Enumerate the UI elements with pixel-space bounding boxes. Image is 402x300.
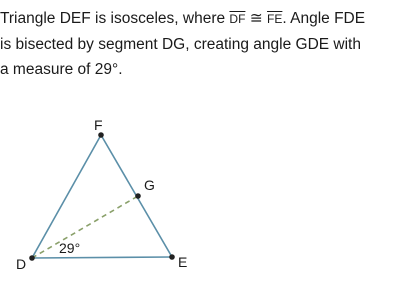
segment-df: $\overline{DF}$ bbox=[229, 12, 246, 26]
angle-label: 29° bbox=[59, 240, 81, 256]
label-f: F bbox=[94, 117, 103, 133]
segment-fe: $\overline{FE}$ bbox=[267, 12, 283, 26]
side-de bbox=[32, 257, 172, 258]
problem-text-1-end: . Angle FDE bbox=[282, 10, 366, 27]
label-g: G bbox=[144, 177, 155, 193]
vertex-g bbox=[135, 193, 141, 199]
congruent-symbol: ≅ bbox=[245, 10, 268, 27]
label-e: E bbox=[178, 254, 188, 270]
vertex-d bbox=[29, 255, 35, 261]
vertex-e bbox=[169, 254, 175, 260]
vertex-f bbox=[98, 132, 104, 138]
problem-text-2: is bisected by segment DG, creating angle GDE with bbox=[0, 36, 361, 53]
problem-text-3: a measure of 29°. bbox=[0, 61, 123, 78]
bisector-dg bbox=[32, 196, 138, 258]
problem-text-1: Triangle DEF is isosceles, where bbox=[0, 10, 230, 27]
label-d: D bbox=[16, 256, 27, 272]
